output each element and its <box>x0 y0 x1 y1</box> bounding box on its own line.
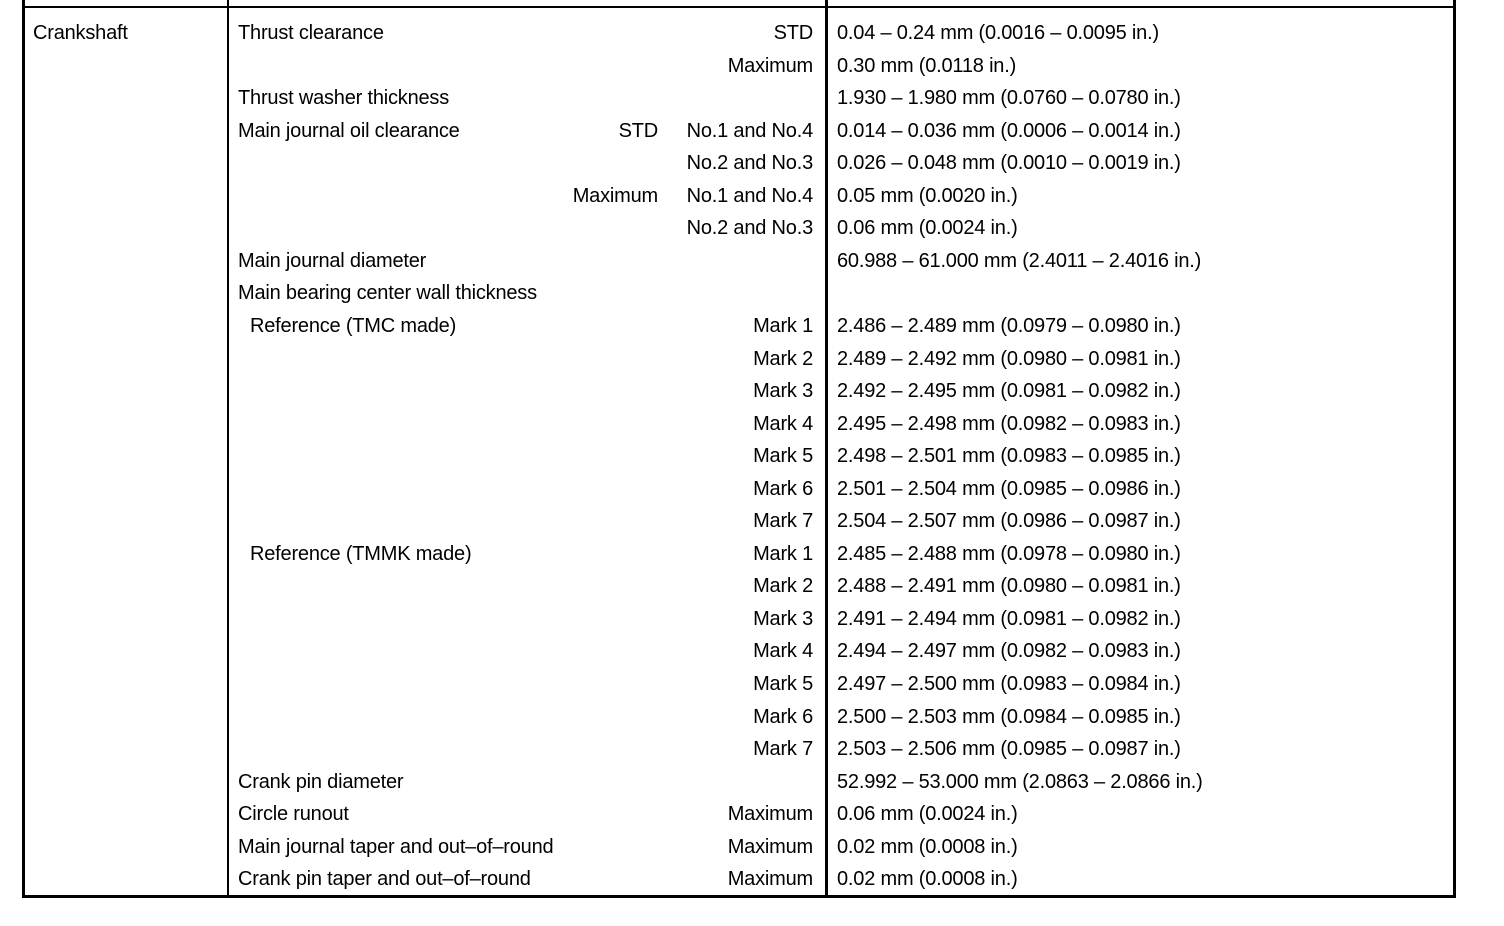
row-item: Circle runout <box>238 803 349 826</box>
row-condition-primary: Maximum <box>572 184 658 207</box>
row-specification: 2.498 – 2.501 mm (0.0983 – 0.0985 in.) <box>837 445 1181 468</box>
row-specification: 52.992 – 53.000 mm (2.0863 – 2.0866 in.) <box>837 770 1203 793</box>
row-specification: 2.504 – 2.507 mm (0.0986 – 0.0987 in.) <box>837 510 1181 533</box>
row-specification: 2.491 – 2.494 mm (0.0981 – 0.0982 in.) <box>837 607 1181 630</box>
row-specification: 2.486 – 2.489 mm (0.0979 – 0.0980 in.) <box>837 314 1181 337</box>
row-condition-secondary: No.2 and No.3 <box>686 152 813 175</box>
row-condition-secondary: Mark 4 <box>753 640 813 663</box>
row-condition-secondary: Maximum <box>727 803 813 826</box>
table-row <box>0 737 1504 770</box>
row-specification: 0.02 mm (0.0008 in.) <box>837 868 1018 891</box>
row-item: Main journal oil clearance <box>238 119 460 142</box>
table-row <box>0 444 1504 477</box>
row-condition-secondary: Maximum <box>727 868 813 891</box>
row-specification: 0.04 – 0.24 mm (0.0016 – 0.0095 in.) <box>837 22 1159 44</box>
row-condition-secondary: Maximum <box>727 835 813 858</box>
row-condition-secondary: STD <box>773 22 813 44</box>
row-condition-secondary: Mark 6 <box>753 705 813 728</box>
table-row <box>0 574 1504 607</box>
row-condition-secondary: Mark 5 <box>753 673 813 695</box>
row-specification: 2.485 – 2.488 mm (0.0978 – 0.0980 in.) <box>837 542 1181 565</box>
row-condition-secondary: No.2 and No.3 <box>686 217 813 240</box>
row-specification: 0.02 mm (0.0008 in.) <box>837 835 1018 858</box>
row-item: Crank pin diameter <box>238 770 404 793</box>
row-item: Thrust washer thickness <box>238 87 450 110</box>
row-specification: 0.30 mm (0.0118 in.) <box>837 54 1017 77</box>
row-item: Main journal diameter <box>238 249 427 272</box>
table-row <box>0 705 1504 738</box>
row-specification: 2.503 – 2.506 mm (0.0985 – 0.0987 in.) <box>837 738 1181 761</box>
row-specification: 2.497 – 2.500 mm (0.0983 – 0.0984 in.) <box>837 673 1181 695</box>
row-condition-secondary: Mark 6 <box>753 477 813 500</box>
row-item: Reference (TMMK made) <box>250 542 472 565</box>
table-row <box>0 379 1504 412</box>
row-specification: 2.500 – 2.503 mm (0.0984 – 0.0985 in.) <box>837 705 1181 728</box>
row-specification: 0.06 mm (0.0024 in.) <box>837 217 1018 240</box>
table-row <box>0 184 1504 217</box>
component-name: Crankshaft <box>33 22 128 44</box>
row-specification: 0.026 – 0.048 mm (0.0010 – 0.0019 in.) <box>837 152 1181 175</box>
row-condition-primary: STD <box>618 119 658 142</box>
table-row <box>0 542 1504 575</box>
row-specification: 2.488 – 2.491 mm (0.0980 – 0.0981 in.) <box>837 575 1181 598</box>
table-row <box>0 21 1504 54</box>
row-condition-secondary: Mark 7 <box>753 738 813 761</box>
table-row <box>0 477 1504 510</box>
row-condition-secondary: Mark 1 <box>753 542 813 565</box>
row-specification: 2.501 – 2.504 mm (0.0985 – 0.0986 in.) <box>837 477 1181 500</box>
row-condition-secondary: Maximum <box>727 54 813 77</box>
table-row <box>0 867 1504 900</box>
row-specification: 0.05 mm (0.0020 in.) <box>837 184 1018 207</box>
row-item: Crank pin taper and out–of–round <box>238 868 531 891</box>
table-row <box>0 639 1504 672</box>
row-condition-secondary: Mark 3 <box>753 607 813 630</box>
row-item: Main bearing center wall thickness <box>238 282 537 305</box>
table-row <box>0 54 1504 87</box>
row-condition-secondary: Mark 2 <box>753 347 813 370</box>
row-condition-secondary: No.1 and No.4 <box>686 119 813 142</box>
table-row <box>0 412 1504 445</box>
row-specification: 0.06 mm (0.0024 in.) <box>837 803 1018 826</box>
row-condition-secondary: Mark 2 <box>753 575 813 598</box>
row-specification: 2.489 – 2.492 mm (0.0980 – 0.0981 in.) <box>837 347 1181 370</box>
table-top-rule <box>22 6 1456 8</box>
row-condition-secondary: Mark 5 <box>753 445 813 468</box>
row-item: Main journal taper and out–of–round <box>238 835 554 858</box>
row-specification: 60.988 – 61.000 mm (2.4011 – 2.4016 in.) <box>837 249 1202 272</box>
table-row <box>0 216 1504 249</box>
row-condition-secondary: Mark 7 <box>753 510 813 533</box>
row-item: Thrust clearance <box>238 22 384 44</box>
table-row <box>0 119 1504 152</box>
table-row <box>0 770 1504 803</box>
table-row <box>0 672 1504 705</box>
table-row <box>0 835 1504 868</box>
table-row <box>0 347 1504 380</box>
table-row <box>0 151 1504 184</box>
row-specification: 1.930 – 1.980 mm (0.0760 – 0.0780 in.) <box>837 87 1181 110</box>
row-item: Reference (TMC made) <box>250 314 457 337</box>
row-specification: 2.492 – 2.495 mm (0.0981 – 0.0982 in.) <box>837 380 1181 403</box>
row-specification: 0.014 – 0.036 mm (0.0006 – 0.0014 in.) <box>837 119 1181 142</box>
table-row <box>0 607 1504 640</box>
table-row <box>0 314 1504 347</box>
row-condition-secondary: Mark 3 <box>753 380 813 403</box>
table-row <box>0 86 1504 119</box>
table-row <box>0 802 1504 835</box>
row-condition-secondary: Mark 1 <box>753 314 813 337</box>
table-row <box>0 249 1504 282</box>
row-condition-secondary: No.1 and No.4 <box>686 184 813 207</box>
table-row <box>0 509 1504 542</box>
row-condition-secondary: Mark 4 <box>753 412 813 435</box>
row-specification: 2.495 – 2.498 mm (0.0982 – 0.0983 in.) <box>837 412 1181 435</box>
row-specification: 2.494 – 2.497 mm (0.0982 – 0.0983 in.) <box>837 640 1181 663</box>
table-row <box>0 281 1504 314</box>
